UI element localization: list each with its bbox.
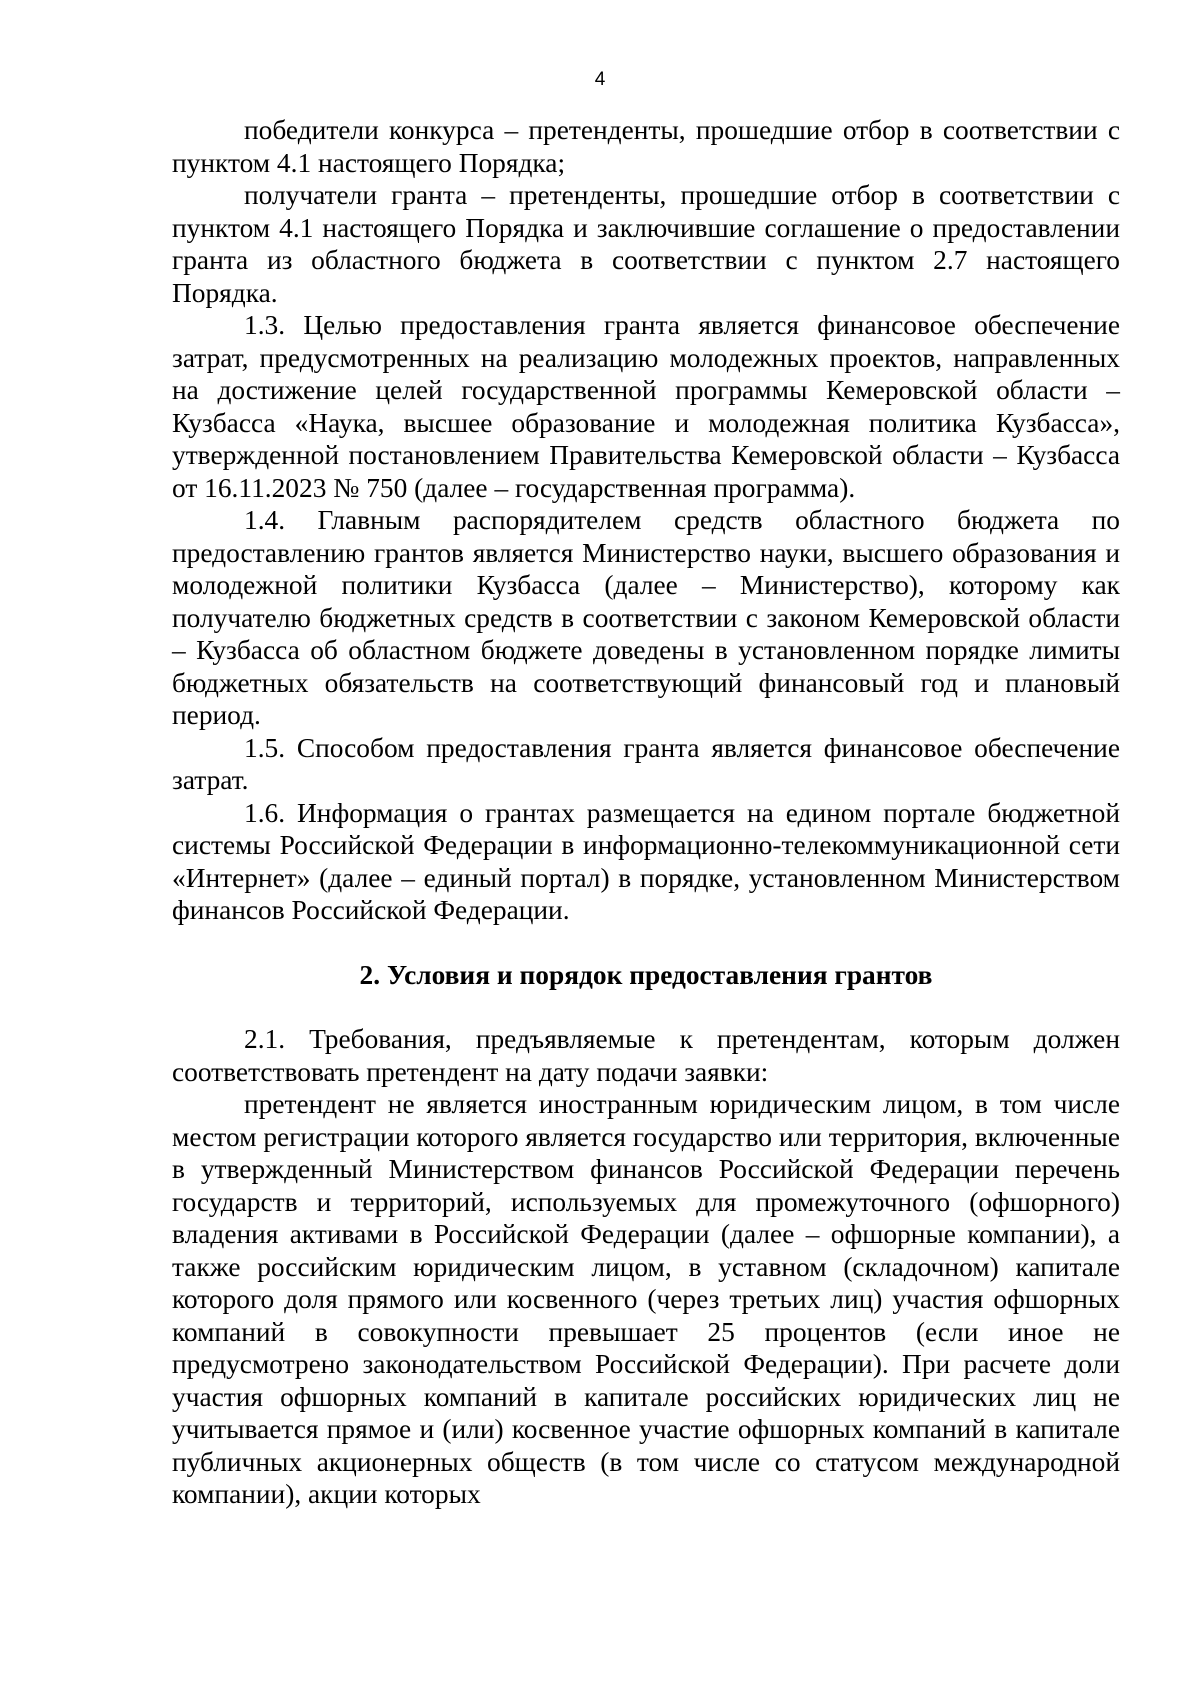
paragraph-1-3-purpose: 1.3. Целью предоставления гранта является финансовое обеспечение затрат, предусмотренных на реализацию молодежных проектов, направленных на достижение целей государственной программы Кемеровской области – Кузбасса «Наука, высшее образование и молодежная политика Кузбасса», утвержденной постановлением Правительства Кемеровской области – Кузбасса от 16.11.2023 № 750 (далее – государственная программа). [172,310,1120,503]
paragraph-1-5-method: 1.5. Способом предоставления гранта является финансовое обеспечение затрат. [172,732,1120,795]
paragraph-offshore-requirement: претендент не является иностранным юридическим лицом, в том числе местом регистрации которого является государство или территория, включенные в утвержденный Министерством финансов Российской Федерации перечень государств и территорий, используемых для промежуточного (офшорного) владения активами в Российской Федерации (далее – офшорные компании), а также российским юридическим лицом, в уставном (складочном) капитале которого доля прямого или косвенного (через третьих лиц) участия офшорных компаний в совокупности превышает 25 процентов (если иное не предусмотрено законодательством Российской Федерации). При расчете доли участия офшорных компаний в капитале российских юридических лиц не учитывается прямое и (или) косвенное участие офшорных компаний в капитале публичных акционерных обществ (в том числе со статусом международной компании), акции которых [172,1089,1120,1509]
paragraph-winners-definition: победители конкурса – претенденты, прошедшие отбор в соответствии с пунктом 4.1 настоящего Порядка; [172,115,1120,178]
section-heading: 2. Условия и порядок предоставления грантов [359,959,933,990]
paragraph-2-1-requirements: 2.1. Требования, предъявляемые к претендентам, которым должен соответствовать претендент на дату подачи заявки: [172,1024,1120,1087]
paragraph-recipients-definition: получатели гранта – претенденты, прошедшие отбор в соответствии с пунктом 4.1 настоящего Порядка и заключившие соглашение о предоставлении гранта из областного бюджета в соответствии с пунктом 2.7 настоящего Порядка. [172,180,1120,308]
page-number: 4 [594,69,606,90]
paragraph-1-6-information: 1.6. Информация о грантах размещается на едином портале бюджетной системы Российской Федерации в информационно-телекоммуникационной сети «Интернет» (далее – единый портал) в порядке, установленном Министерством финансов Российской Федерации. [172,797,1120,925]
paragraph-1-4-chief-administrator: 1.4. Главным распорядителем средств областного бюджета по предоставлению грантов является Министерство науки, высшего образования и молодежной политики Кузбасса (далее – Министерство), которому как получателю бюджетных средств в соответствии с законом Кемеровской области – Кузбасса об областном бюджете доведены в установленном порядке лимиты бюджетных обязательств на соответствующий финансовый год и плановый период. [172,505,1120,730]
document-body [172,114,1120,1511]
